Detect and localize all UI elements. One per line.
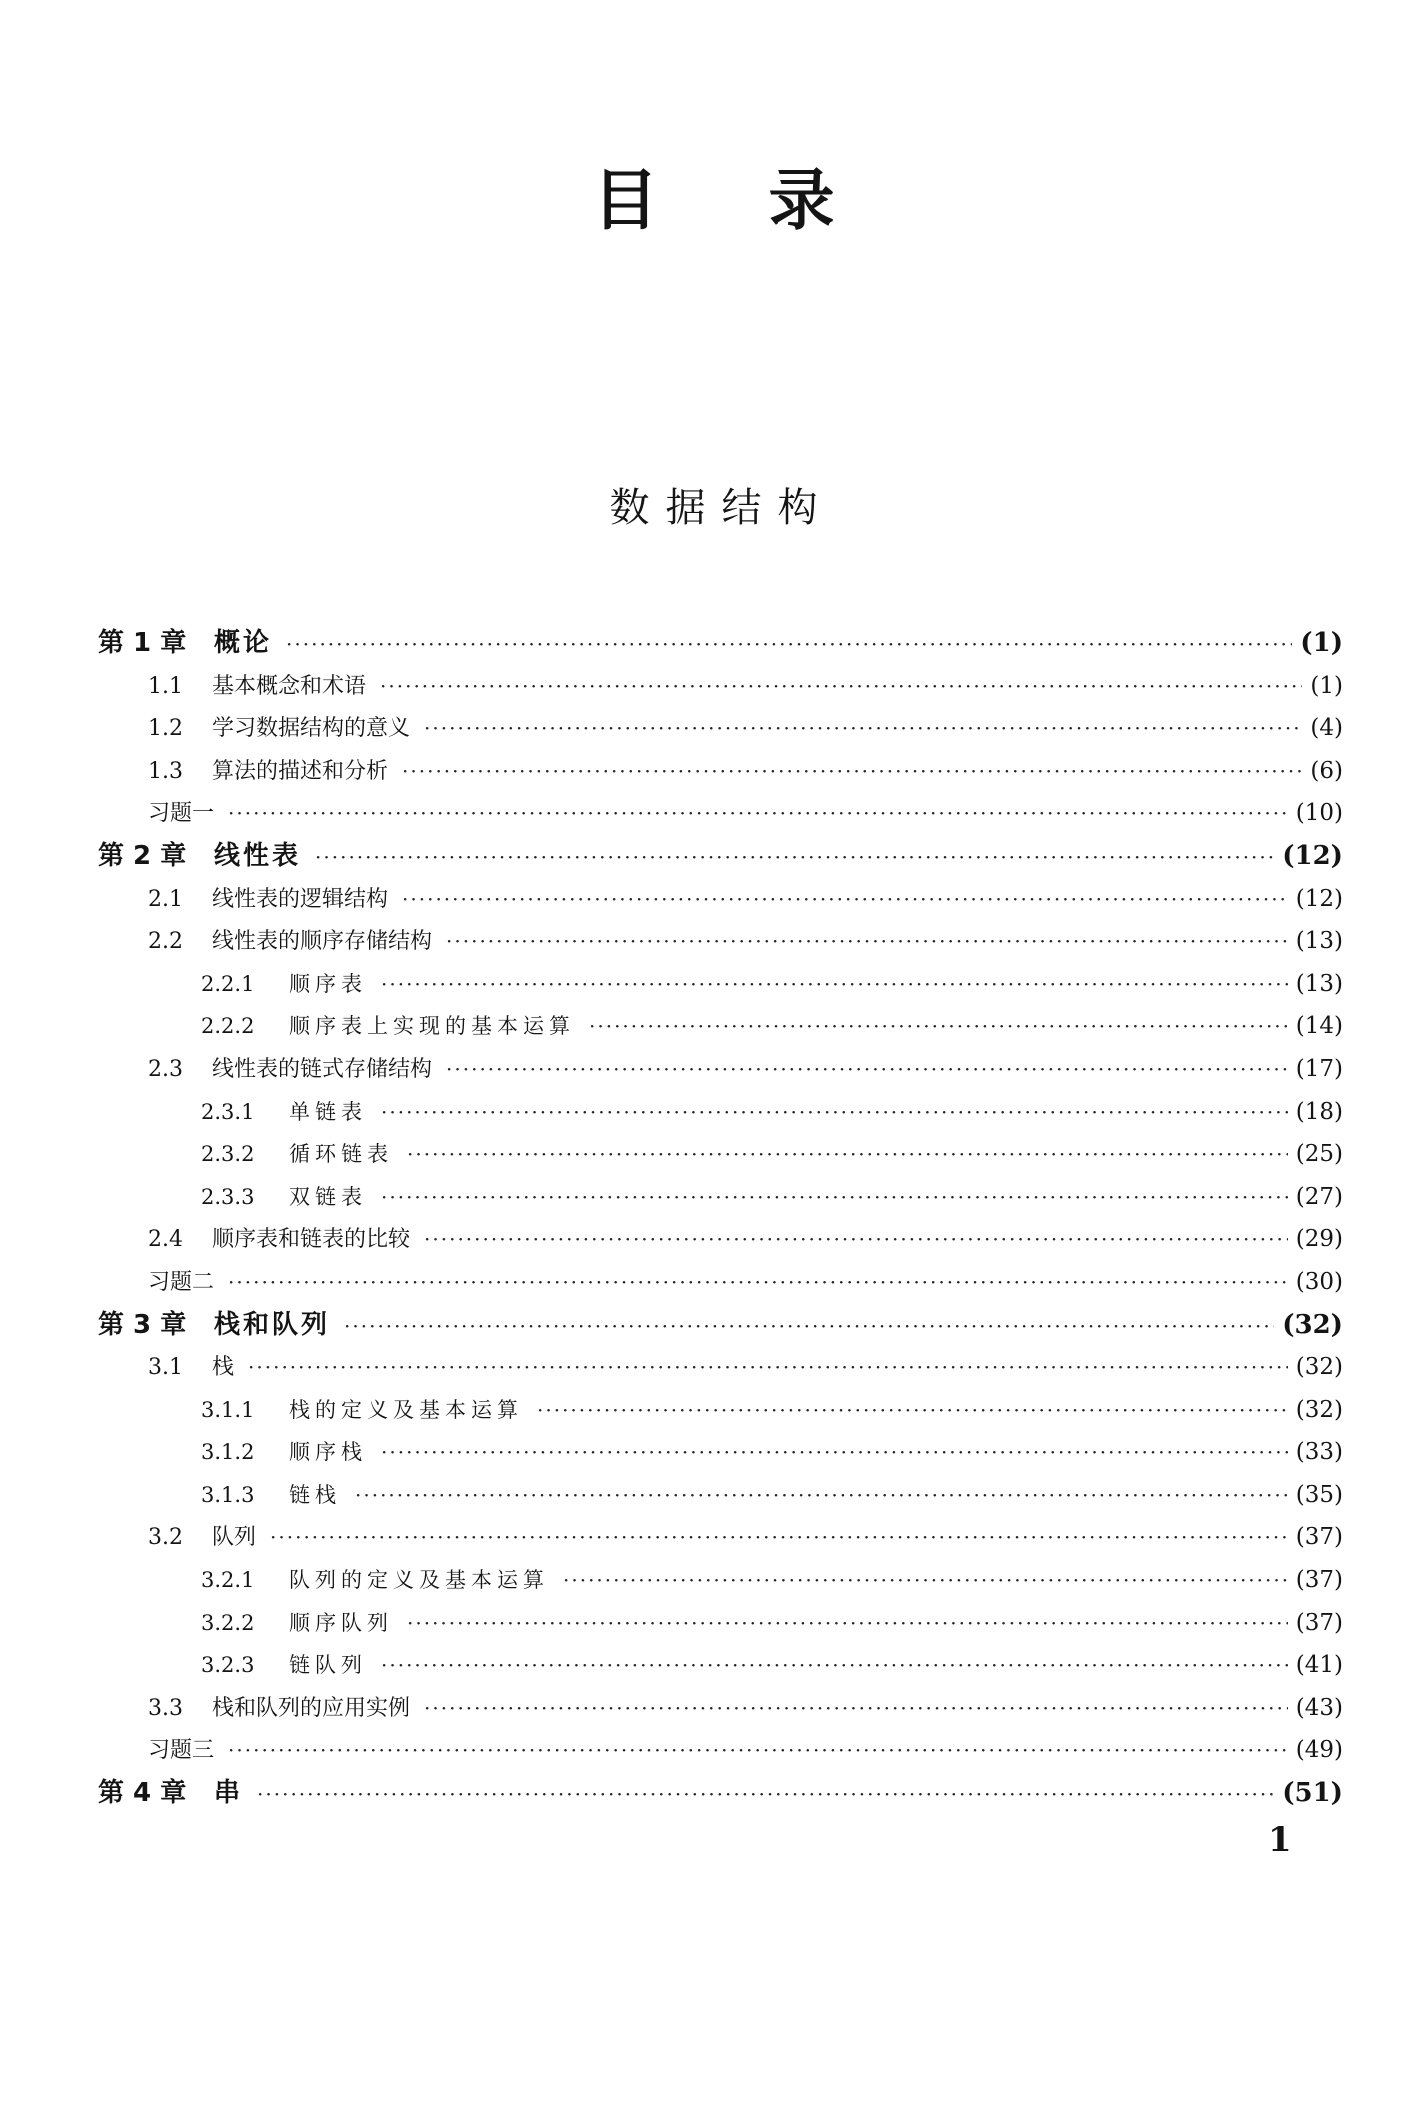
toc-number: 2.2.2 [201, 1014, 255, 1039]
toc-entry [98, 1176, 1343, 1219]
toc-number: 1.1 [148, 673, 183, 699]
toc-label: 顺序表 [289, 971, 367, 996]
toc-entry [98, 1474, 1343, 1517]
toc-entry [98, 1644, 1343, 1687]
toc-entry [98, 920, 1343, 963]
toc-number: 2.2 [148, 929, 183, 955]
toc-label: 顺序表上实现的基本运算 [289, 1014, 575, 1039]
toc-number: 2.3.2 [201, 1142, 255, 1167]
toc-entry [98, 1559, 1343, 1602]
dot-leader [424, 1218, 1288, 1261]
dot-leader [257, 1773, 1274, 1816]
toc-label: 顺序栈 [289, 1440, 367, 1465]
dot-leader [355, 1474, 1288, 1517]
toc-page: (32) [1295, 1354, 1343, 1381]
toc-label: 概论 [214, 628, 273, 658]
toc-entry [98, 665, 1343, 708]
toc-label: 栈和队列 [214, 1309, 331, 1340]
toc-page: (32) [1295, 1396, 1343, 1423]
toc-chapter [98, 622, 1343, 665]
toc-page: (35) [1295, 1481, 1343, 1508]
page-title: 目录 [592, 162, 945, 239]
toc-entry [98, 1687, 1343, 1730]
dot-leader [537, 1389, 1288, 1432]
page-number: 1 [1268, 1820, 1292, 1860]
toc-page: (37) [1295, 1524, 1343, 1551]
dot-leader [315, 836, 1274, 879]
toc-chapter [98, 1304, 1343, 1347]
dot-leader [381, 1091, 1288, 1134]
toc-number: 2.1 [148, 886, 183, 912]
toc-page: (33) [1295, 1439, 1343, 1466]
toc-number: 2.2.1 [201, 971, 255, 996]
toc-exercise [98, 792, 1343, 835]
toc-entry [98, 1602, 1343, 1645]
toc-page: (27) [1295, 1183, 1343, 1210]
toc-page: (37) [1295, 1609, 1343, 1636]
dot-leader [424, 707, 1302, 750]
toc-page: (43) [1295, 1694, 1343, 1721]
toc-number: 2.3.3 [201, 1184, 255, 1209]
toc-entry [98, 1346, 1343, 1389]
dot-leader [446, 920, 1288, 963]
toc-number: 第 4 章 [98, 1778, 187, 1809]
dot-leader [563, 1559, 1288, 1602]
dot-leader [402, 878, 1288, 921]
toc-label: 学习数据结构的意义 [212, 716, 411, 742]
dot-leader [407, 1133, 1288, 1176]
toc-number: 3.1.2 [201, 1440, 255, 1465]
toc-page: (1) [1310, 672, 1343, 699]
toc-number: 1.2 [148, 716, 183, 742]
dot-leader [228, 1729, 1288, 1772]
toc-label: 双链表 [289, 1184, 367, 1209]
dot-leader [446, 1048, 1288, 1091]
toc-page: (29) [1295, 1226, 1343, 1253]
toc-label: 栈和队列的应用实例 [212, 1695, 411, 1721]
toc-entry [98, 1133, 1343, 1176]
toc-page: (13) [1295, 928, 1343, 955]
toc-chapter [98, 1772, 1343, 1815]
toc-label: 栈的定义及基本运算 [289, 1397, 523, 1422]
toc-label: 循环链表 [289, 1142, 393, 1167]
toc-entry [98, 1431, 1343, 1474]
toc-entry [98, 878, 1343, 921]
dot-leader [344, 1305, 1274, 1348]
toc-page: (10) [1295, 800, 1343, 827]
toc-label: 线性表 [214, 840, 302, 871]
toc-number: 第 2 章 [98, 840, 187, 871]
table-of-contents [98, 622, 1343, 1815]
toc-label: 串 [214, 1778, 244, 1809]
toc-entry [98, 1005, 1343, 1048]
toc-number: 3.2 [148, 1525, 183, 1551]
toc-label: 链队列 [289, 1653, 367, 1678]
dot-leader [381, 1431, 1288, 1474]
dot-leader [228, 792, 1288, 835]
toc-number: 3.3 [148, 1695, 183, 1721]
toc-page: (1) [1300, 628, 1343, 658]
dot-leader [589, 1005, 1288, 1048]
toc-page: (12) [1282, 840, 1343, 871]
toc-page: (4) [1310, 715, 1343, 742]
toc-label: 顺序队列 [289, 1610, 393, 1635]
toc-page: (25) [1295, 1141, 1343, 1168]
toc-page: (37) [1295, 1567, 1343, 1594]
dot-leader [286, 623, 1292, 666]
toc-label: 顺序表和链表的比较 [212, 1227, 411, 1253]
toc-page: (51) [1282, 1778, 1343, 1809]
toc-entry [98, 750, 1343, 793]
toc-number: 3.1.1 [201, 1397, 255, 1422]
toc-page: (30) [1295, 1268, 1343, 1295]
toc-number: 2.3.1 [201, 1099, 255, 1124]
toc-page: (49) [1295, 1737, 1343, 1764]
dot-leader [270, 1516, 1288, 1559]
toc-page: (13) [1295, 970, 1343, 997]
toc-number: 3.2.2 [201, 1610, 255, 1635]
toc-label: 习题一 [148, 801, 215, 827]
toc-page: (6) [1310, 757, 1343, 784]
toc-label: 算法的描述和分析 [212, 758, 389, 784]
toc-number: 第 3 章 [98, 1309, 187, 1340]
toc-entry [98, 707, 1343, 750]
toc-label: 栈 [212, 1355, 235, 1381]
dot-leader [424, 1687, 1288, 1730]
dot-leader [248, 1346, 1288, 1389]
dot-leader [402, 750, 1302, 793]
toc-label: 习题三 [148, 1738, 215, 1764]
toc-number: 3.2.1 [201, 1568, 255, 1593]
dot-leader [381, 963, 1288, 1006]
toc-label: 习题二 [148, 1269, 215, 1295]
toc-page: (32) [1282, 1309, 1343, 1340]
toc-page: (17) [1295, 1055, 1343, 1082]
toc-number: 3.2.3 [201, 1653, 255, 1678]
toc-number: 1.3 [148, 758, 183, 784]
toc-page: (14) [1295, 1013, 1343, 1040]
toc-number: 2.4 [148, 1227, 183, 1253]
toc-label: 单链表 [289, 1099, 367, 1124]
toc-entry [98, 1218, 1343, 1261]
section-title: 数据结构 [609, 485, 834, 531]
toc-label: 队列 [212, 1525, 257, 1551]
toc-page: (18) [1295, 1098, 1343, 1125]
toc-exercise [98, 1729, 1343, 1772]
toc-label: 基本概念和术语 [212, 673, 367, 699]
toc-number: 3.1.3 [201, 1482, 255, 1507]
dot-leader [228, 1261, 1288, 1304]
dot-leader [407, 1602, 1288, 1645]
toc-label: 队列的定义及基本运算 [289, 1568, 549, 1593]
toc-entry [98, 1048, 1343, 1091]
toc-label: 线性表的链式存储结构 [212, 1056, 433, 1082]
toc-entry [98, 1516, 1343, 1559]
toc-label: 线性表的顺序存储结构 [212, 929, 433, 955]
dot-leader [380, 665, 1302, 708]
toc-number: 2.3 [148, 1056, 183, 1082]
toc-label: 线性表的逻辑结构 [212, 886, 389, 912]
toc-chapter [98, 835, 1343, 878]
toc-entry [98, 963, 1343, 1006]
toc-exercise [98, 1261, 1343, 1304]
toc-label: 链栈 [289, 1482, 341, 1507]
toc-entry [98, 1389, 1343, 1432]
dot-leader [381, 1644, 1288, 1687]
toc-page: (41) [1295, 1652, 1343, 1679]
dot-leader [381, 1176, 1288, 1219]
toc-page: (12) [1295, 885, 1343, 912]
toc-number: 3.1 [148, 1355, 183, 1381]
toc-entry [98, 1091, 1343, 1134]
toc-number: 第 1 章 [98, 628, 187, 658]
